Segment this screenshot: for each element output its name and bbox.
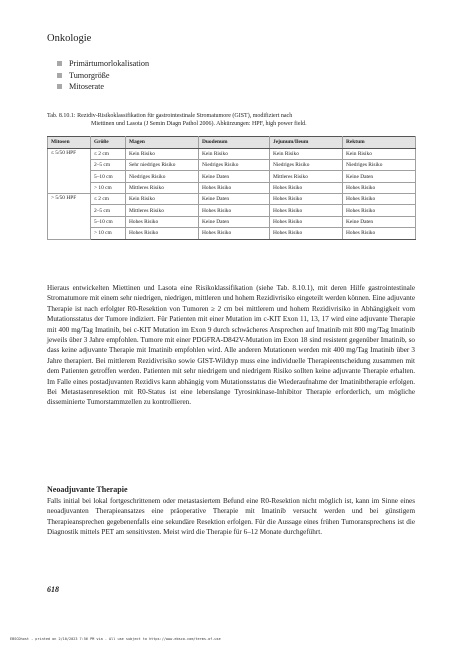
table-cell: > 5/50 HPF xyxy=(48,194,91,240)
table-cell: Hohes Risiko xyxy=(126,216,199,227)
table-cell: Hohes Risiko xyxy=(343,228,416,239)
table-cell: Hohes Risiko xyxy=(270,228,343,239)
table-cell: Hohes Risiko xyxy=(343,182,416,193)
table-cell: 2–5 cm xyxy=(91,159,126,170)
header-duodenum: Duodenum xyxy=(199,137,270,149)
table-row xyxy=(48,216,416,227)
table-cell: Keine Daten xyxy=(199,171,270,182)
bullet-item xyxy=(57,81,149,93)
table-header-row xyxy=(48,137,416,149)
table-cell: Hohes Risiko xyxy=(126,228,199,239)
print-footer: EBSCOhost - printed on 2/10/2023 7:56 PM via . All use subject to https://www.ebsco.com/terms-of-use xyxy=(10,637,221,641)
table-cell: Niedriges Risiko xyxy=(199,159,270,170)
table-cell: Kein Risiko xyxy=(199,148,270,159)
bullet-text: Tumorgröße xyxy=(69,70,110,80)
table-cell: Niedriges Risiko xyxy=(343,159,416,170)
table-row xyxy=(48,159,416,170)
page-number: 618 xyxy=(47,585,59,594)
header-jejunum-ileum: Jejunum/Ileum xyxy=(270,137,343,149)
table-cell: Niedriges Risiko xyxy=(126,171,199,182)
table-cell: Hohes Risiko xyxy=(343,205,416,216)
table-cell: Kein Risiko xyxy=(126,148,199,159)
chapter-header: Onkologie xyxy=(47,33,92,44)
table-cell: Niedriges Risiko xyxy=(270,159,343,170)
table-cell: Hohes Risiko xyxy=(270,216,343,227)
bullet-item xyxy=(57,58,149,70)
table-cell: > 10 cm xyxy=(91,228,126,239)
square-bullet-icon xyxy=(57,61,62,66)
bullet-text: Mitoserate xyxy=(69,82,105,91)
table-cell: ≤ 2 cm xyxy=(91,194,126,205)
table-cell: Hohes Risiko xyxy=(270,182,343,193)
table-row xyxy=(48,194,416,205)
table-cell: Keine Daten xyxy=(343,216,416,227)
section-heading: Neoadjuvante Therapie xyxy=(47,485,128,494)
table-cell: ≤ 2 cm xyxy=(91,148,126,159)
table-cell: Hohes Risiko xyxy=(199,205,270,216)
risk-classification-table xyxy=(47,136,416,240)
header-groesse: Größe xyxy=(91,137,126,149)
table-cell: Sehr niedriges Risiko xyxy=(126,159,199,170)
table-row xyxy=(48,228,416,239)
table-cell: 5–10 cm xyxy=(91,171,126,182)
square-bullet-icon xyxy=(57,84,62,89)
table-cell: Hohes Risiko xyxy=(343,194,416,205)
square-bullet-icon xyxy=(57,73,62,78)
caption-line-2: Miettinen und Lasota (J Semin Diagn Pathol 2006). Abkürzungen: HPF, high power field. xyxy=(91,121,307,127)
table-cell: Keine Daten xyxy=(343,171,416,182)
table-cell: Keine Daten xyxy=(199,194,270,205)
body-paragraph: Hieraus entwickelten Miettinen und Lasota eine Risikoklassifikation (siehe Tab. 8.10.1), mit deren Hilfe gastrointestinale Stromatumore mit einem sehr niedrigen, niedrigen, mittleren und hohem Rezidivrisiko eingeteilt werden können. Eine adjuvante Therapie ist nach erfolgter R0-Resektion von Tumoren ≥ 2 cm bei mittlerem und hohem Rezidivrisiko in Abhängigkeit vom Mutationsstatus der Tumore indiziert. Für Patienten mit einer Mutation im c-KIT Exon 11, 13, 17 wird eine adjuvante Therapie mit 400 mg/Tag Imatinib, bei c-KIT Mutation im Exon 9 durch schwächeres Ansprechen auf Imatinib mit 800 mg/Tag Imatinib jeweils über 3 Jahre empfohlen. Tumore mit einer PDGFRA-D842V-Mutation im Exon 18 sind resistent gegenüber Imatinib, so dass keine adjuvante Therapie mit Imatinib empfohlen wird. Alle anderen Mutationen werden mit 400 mg/Tag Imatinib über 3 Jahre therapiert. Bei mittlerem Rezidivrisiko sowie GIST-Wildtyp muss eine individuelle Therapieentscheidung zusammen mit dem Patienten getroffen werden. Patienten mit sehr niedrigem und niedrigem Risiko sollten keine adjuvante Therapie erhalten. Im Falle eines postadjuvanten Rezidivs kann abhängig vom Mutationsstatus die Wiederaufnahme der Imatinibtherapie erfolgen. Bei Metastasenresektion mit R0-Status ist eine lebenslange Tyrosinkinase-Inhibitor Therapie erforderlich, um mögliche disseminierte Tumorstammzellen zu kontrollieren. xyxy=(47,284,415,407)
bullet-item xyxy=(57,70,149,82)
table-cell: Hohes Risiko xyxy=(199,228,270,239)
bullet-list xyxy=(57,58,149,93)
table-row xyxy=(48,182,416,193)
table-cell: 5–10 cm xyxy=(91,216,126,227)
table-row xyxy=(48,171,416,182)
table-cell: 2–5 cm xyxy=(91,205,126,216)
table-cell: Hohes Risiko xyxy=(199,182,270,193)
table-cell: ≤ 5/50 HPF xyxy=(48,148,91,194)
section-paragraph: Falls initial bei lokal fortgeschrittenem oder metastasiertem Befund eine R0-Resektion nicht möglich ist, kann im Sinne eines neoadjuvanten Therapieansatzes eine präoperative Therapie mit Imatinib versucht werden und bei günstigem Therapieansprechen gegebenenfalls eine sekundäre Resektion erfolgen. Für die Aussage eines frühen Tumoransprechens ist die Diagnostik mittels PET am sensitivsten. Meist wird die Therapie für 6–12 Monate durchgeführt. xyxy=(47,497,415,537)
table-cell: Hohes Risiko xyxy=(270,194,343,205)
bullet-text: Primärtumorlokalisation xyxy=(69,59,150,68)
table-cell: Mittleres Risiko xyxy=(126,182,199,193)
table-cell: Kein Risiko xyxy=(270,148,343,159)
table-cell: Keine Daten xyxy=(199,216,270,227)
table-row xyxy=(48,148,416,159)
table-cell: Mittleres Risiko xyxy=(126,205,199,216)
table-cell: Kein Risiko xyxy=(126,194,199,205)
table-row xyxy=(48,205,416,216)
table-cell: Kein Risiko xyxy=(343,148,416,159)
table-caption xyxy=(47,112,415,128)
table-cell: > 10 cm xyxy=(91,182,126,193)
header-magen: Magen xyxy=(126,137,199,149)
caption-line-1: Tab. 8.10.1: Rezidiv-Risikoklassifikation für gastrointestinale Stromatumore (GIST), modifiziert nach xyxy=(47,113,293,119)
table-cell: Hohes Risiko xyxy=(270,205,343,216)
header-rektum: Rektum xyxy=(343,137,416,149)
header-mitosen: Mitosen xyxy=(48,137,91,149)
table-cell: Mittleres Risiko xyxy=(270,171,343,182)
